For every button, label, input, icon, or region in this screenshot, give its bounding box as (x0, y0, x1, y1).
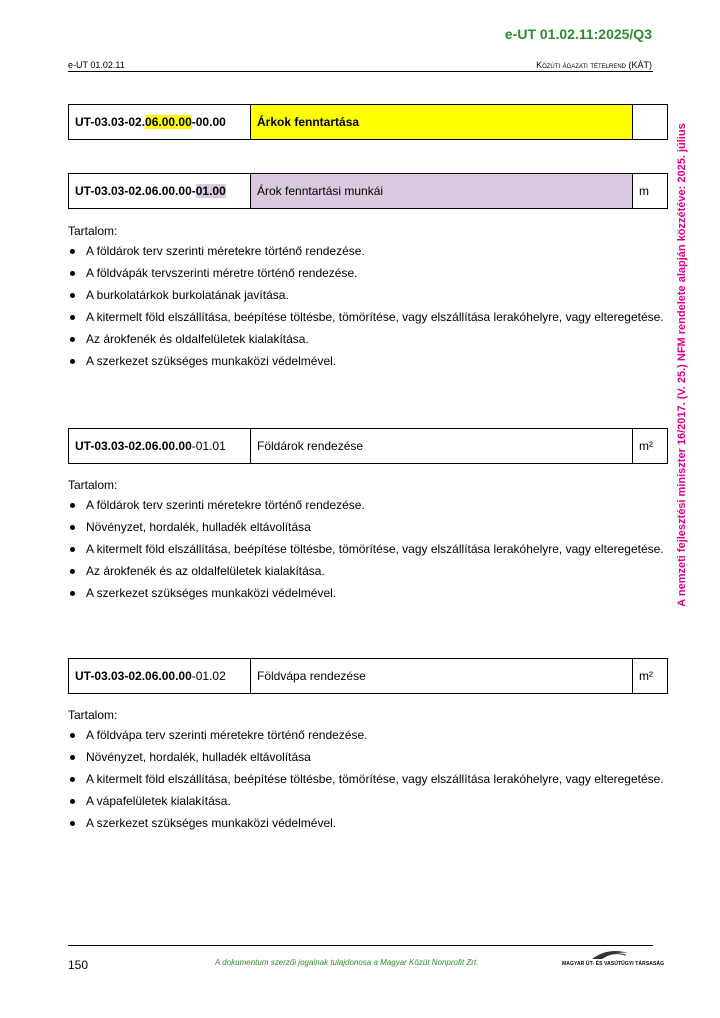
list-item: Az árokfenék és oldalfelületek kialakítása. (68, 332, 668, 347)
page-number: 150 (68, 958, 89, 972)
item-row-arok-munkai (68, 173, 668, 209)
side-note (675, 95, 689, 635)
item-unit: m² (633, 659, 668, 694)
header-right: Közúti ágazati tételrend (KÁT) (536, 60, 652, 70)
list-item: Növényzet, hordalék, hulladék eltávolítása (68, 750, 668, 765)
list-item: A vápafelületek kialakítása. (68, 794, 668, 809)
content-list (68, 244, 668, 369)
item-title: Árkok fenntartása (251, 105, 633, 140)
logo-text: MAGYAR ÚT- ÉS VASÚTÜGYI TÁRSASÁG (562, 961, 665, 967)
list-item: A burkolatárkok burkolatának javítása. (68, 288, 668, 303)
content-section (68, 478, 668, 608)
list-item: A földárok terv szerinti méretekre történő rendezése. (68, 244, 668, 259)
item-code: UT-03.03-02.06.00.00-01.01 (69, 429, 251, 464)
header-divider (68, 71, 653, 72)
item-title: Árok fenntartási munkái (251, 174, 633, 209)
content-list (68, 728, 668, 831)
item-unit (633, 105, 668, 140)
content-label: Tartalom: (68, 478, 118, 492)
copyright-note: A dokumentum szerzői jogainak tulajdonosa a Magyar Közút Nonprofit Zrt. (215, 958, 479, 967)
list-item: A földvápák tervszerinti méretre történő rendezése. (68, 266, 668, 281)
content-section (68, 708, 668, 838)
document-code: e-UT 01.02.11:2025/Q3 (504, 26, 652, 42)
content-label: Tartalom: (68, 708, 118, 722)
list-item: Növényzet, hordalék, hulladék eltávolítása (68, 520, 668, 535)
content-list (68, 498, 668, 601)
item-row-foldvapa (68, 658, 668, 694)
list-item: A szerkezet szükséges munkaközi védelmével. (68, 586, 668, 601)
list-item: A földárok terv szerinti méretekre történő rendezése. (68, 498, 668, 513)
item-title: Földárok rendezése (251, 429, 633, 464)
list-item: A földvápa terv szerinti méretekre történő rendezése. (68, 728, 668, 743)
content-section (68, 224, 668, 376)
item-row-arkok (68, 104, 668, 140)
footer-divider (68, 945, 653, 946)
list-item: A kitermelt föld elszállítása, beépítése töltésbe, tömörítése, vagy elszállítása lerakóhelyre, vagy elteregetése. (68, 772, 668, 787)
item-unit: m (633, 174, 668, 209)
item-code: UT-03.03-02.06.00.00-00.00 (69, 105, 251, 140)
item-unit: m² (633, 429, 668, 464)
company-logo-icon (562, 947, 654, 971)
header-left: e-UT 01.02.11 (68, 60, 125, 70)
item-code: UT-03.03-02.06.00.00-01.02 (69, 659, 251, 694)
list-item: A szerkezet szükséges munkaközi védelmével. (68, 354, 668, 369)
item-code: UT-03.03-02.06.00.00-01.00 (69, 174, 251, 209)
content-label: Tartalom: (68, 224, 118, 238)
item-row-foldarok (68, 428, 668, 464)
list-item: A kitermelt föld elszállítása, beépítése töltésbe, tömörítése, vagy elszállítása lerakóhelyre, vagy elteregetése. (68, 310, 668, 325)
item-title: Földvápa rendezése (251, 659, 633, 694)
list-item: A kitermelt föld elszállítása, beépítése töltésbe, tömörítése, vagy elszállítása lerakóhelyre, vagy elteregetése. (68, 542, 668, 557)
side-note-text: A nemzeti fejlesztési miniszter 16/2017. (V. 25.) NFM rendelete alapján közzétéve: 2025. július (676, 123, 688, 607)
list-item: A szerkezet szükséges munkaközi védelmével. (68, 816, 668, 831)
list-item: Az árokfenék és az oldalfelületek kialakítása. (68, 564, 668, 579)
